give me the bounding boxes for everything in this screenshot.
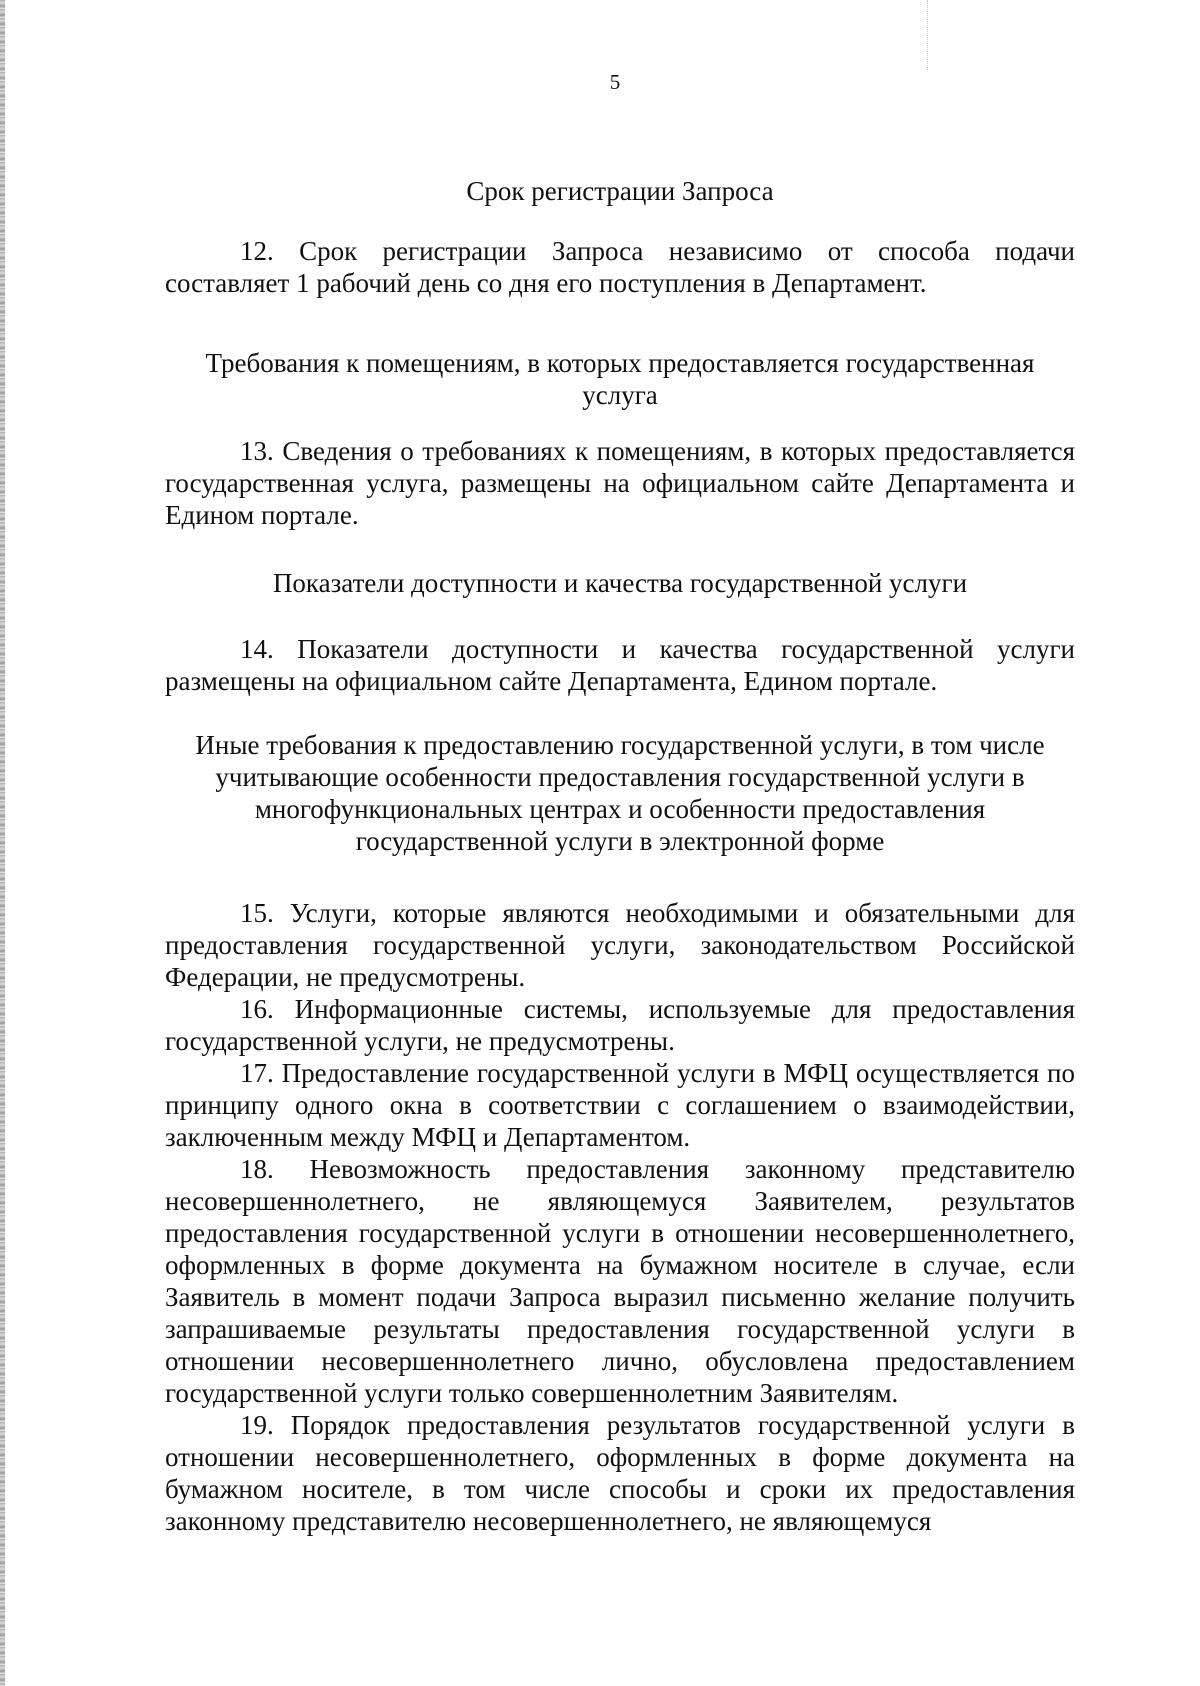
registration-heading: Срок регистрации Запроса bbox=[466, 176, 774, 206]
fold-mark bbox=[927, 0, 929, 70]
document-page bbox=[165, 70, 1075, 1537]
other-requirements-heading: Иные требования к предоставлению государственной услуги, в том числе учитывающие особенности предоставления государственной услуги в многофункциональных центрах и особенности предоставления государственной услуги в электронной форме bbox=[195, 730, 1045, 856]
quality-heading: Показатели доступности и качества государственной услуги bbox=[272, 568, 968, 598]
paragraph-15: 15. Услуги, которые являются необходимыми и обязательными для предоставления государственной услуги, законодательством Российской Федерации, не предусмотрены. bbox=[165, 898, 1075, 992]
page-number: 5 bbox=[609, 70, 621, 94]
paragraph-18: 18. Невозможность предоставления законному представителю несовершеннолетнего, не являющемуся Заявителем, результатов предоставления государственной услуги в отношении несовершеннолетнего, оформленных в форме документа на бумажном носителе в случае, если Заявитель в момент подачи Запроса выразил письменно желание получить запрашиваемые результаты предоставления государственной услуги в отношении несовершеннолетнего лично, обусловлена предоставлением государственной услуги только совершеннолетним Заявителям. bbox=[165, 1154, 1075, 1408]
paragraph-14: 14. Показатели доступности и качества государственной услуги размещены на официальном сайте Департамента, Едином портале. bbox=[165, 634, 1075, 696]
paragraph-13: 13. Сведения о требованиях к помещениям, в которых предоставляется государственная услуга, размещены на официальном сайте Департамента и Едином портале. bbox=[165, 436, 1075, 530]
paragraph-17: 17. Предоставление государственной услуги в МФЦ осуществляется по принципу одного окна в соответствии с соглашением о взаимодействии, заключенным между МФЦ и Департаментом. bbox=[165, 1058, 1075, 1152]
scan-edge bbox=[0, 0, 5, 1686]
premises-heading: Требования к помещениям, в которых предоставляется государственная услуга bbox=[205, 348, 1035, 410]
paragraph-12: 12. Срок регистрации Запроса независимо от способа подачи составляет 1 рабочий день со дня его поступления в Департамент. bbox=[165, 236, 1075, 298]
paragraph-16: 16. Информационные системы, используемые для предоставления государственной услуги, не предусмотрены. bbox=[165, 994, 1075, 1056]
paragraph-19: 19. Порядок предоставления результатов государственной услуги в отношении несовершеннолетнего, оформленных в форме документа на бумажном носителе, в том числе способы и сроки их предоставления законному представителю несовершеннолетнего, не являющемуся bbox=[165, 1410, 1075, 1536]
